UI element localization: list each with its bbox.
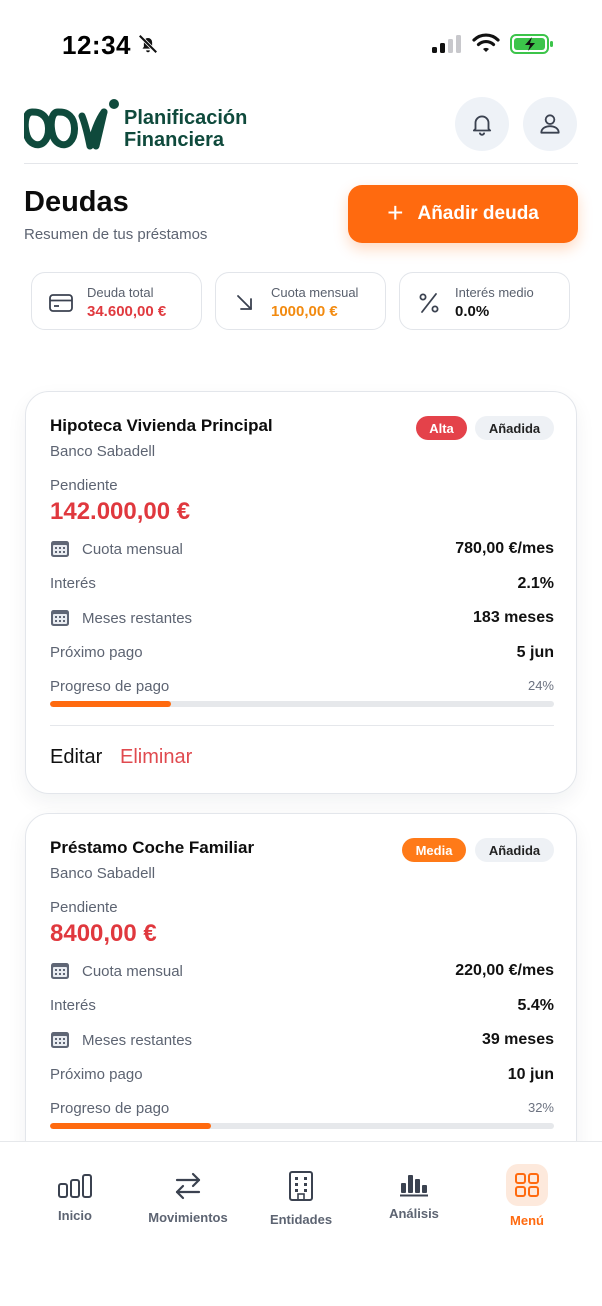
page-title: Deudas xyxy=(24,186,129,218)
bar-chart-icon xyxy=(399,1171,429,1197)
status-time: 12:34 xyxy=(62,30,131,60)
status-bar xyxy=(0,0,602,90)
nav-label: Inicio xyxy=(58,1208,92,1223)
priority-badge: Media xyxy=(402,838,466,862)
nav-item-analisis[interactable] xyxy=(376,1142,452,1242)
row-label: Cuota mensual xyxy=(82,962,183,980)
nav-item-inicio[interactable] xyxy=(44,1142,106,1242)
summary-label: Deuda total xyxy=(87,285,154,300)
brand-line-1: Planificación xyxy=(124,107,248,129)
app-header xyxy=(24,92,578,164)
monthly-payment-row xyxy=(50,540,554,562)
card-divider xyxy=(50,725,554,726)
nav-item-menu[interactable] xyxy=(496,1142,558,1242)
status-badge: Añadida xyxy=(475,838,554,862)
summary-value: 0.0% xyxy=(455,303,490,320)
progress-label: Progreso de pago xyxy=(50,1100,170,1117)
row-label: Interés xyxy=(50,575,96,592)
nav-label: Menú xyxy=(510,1213,544,1228)
bank-name: Banco Sabadell xyxy=(50,865,156,882)
remaining-months-row xyxy=(50,609,554,631)
transfer-arrows-icon xyxy=(174,1171,202,1201)
pending-amount: 142.000,00 € xyxy=(50,498,191,525)
row-label: Meses restantes xyxy=(82,1031,193,1049)
row-label: Próximo pago xyxy=(50,644,143,661)
calendar-icon xyxy=(50,609,70,627)
calendar-icon xyxy=(50,962,70,980)
row-label: Próximo pago xyxy=(50,1066,143,1083)
priority-badge: Alta xyxy=(416,416,467,440)
home-bars-icon xyxy=(58,1174,92,1198)
bell-icon xyxy=(469,111,495,137)
bottom-navigation xyxy=(0,1141,602,1306)
wifi-icon xyxy=(472,32,500,54)
debt-name: Préstamo Coche Familiar xyxy=(50,838,255,857)
brand-logo-icon xyxy=(24,96,122,152)
summary-monthly-payment xyxy=(215,272,386,330)
arrow-down-right-icon xyxy=(232,290,258,316)
row-value: 220,00 €/mes xyxy=(455,962,554,979)
row-value: 183 meses xyxy=(473,609,554,626)
brand-line-2: Financiera xyxy=(124,129,225,151)
building-icon xyxy=(288,1170,314,1202)
delete-button[interactable]: Eliminar xyxy=(120,746,193,768)
cellular-signal-icon xyxy=(432,34,464,56)
summary-total-debt xyxy=(31,272,202,330)
row-value: 780,00 €/mes xyxy=(455,540,554,557)
notifications-button[interactable] xyxy=(455,97,509,151)
summary-value: 1000,00 € xyxy=(271,303,338,320)
row-label: Interés xyxy=(50,997,96,1014)
bell-off-icon xyxy=(137,33,159,55)
progress-percent: 32% xyxy=(527,1100,554,1115)
add-debt-label: Añadir deuda xyxy=(417,203,539,224)
pending-amount: 8400,00 € xyxy=(50,920,157,947)
summary-value: 34.600,00 € xyxy=(87,303,167,320)
grid-icon xyxy=(514,1172,540,1198)
summary-label: Interés medio xyxy=(455,285,534,300)
progress-bar xyxy=(50,1123,554,1129)
user-icon xyxy=(537,111,563,137)
calendar-icon xyxy=(50,540,70,558)
next-payment-row xyxy=(50,644,554,666)
summary-label: Cuota mensual xyxy=(271,285,359,300)
pending-label: Pendiente xyxy=(50,899,118,916)
progress-fill xyxy=(50,1123,211,1129)
brand-name xyxy=(124,107,247,151)
progress-label: Progreso de pago xyxy=(50,678,170,695)
nav-item-movimientos[interactable] xyxy=(138,1142,238,1242)
battery-charging-icon xyxy=(510,33,554,55)
row-label: Meses restantes xyxy=(82,609,193,627)
status-badge: Añadida xyxy=(475,416,554,440)
progress-fill xyxy=(50,701,171,707)
monthly-payment-row xyxy=(50,962,554,984)
row-value: 10 jun xyxy=(507,1066,554,1083)
row-value: 39 meses xyxy=(481,1031,554,1048)
plus-icon: + xyxy=(387,196,404,228)
page-subtitle: Resumen de tus préstamos xyxy=(24,226,208,243)
nav-label: Entidades xyxy=(269,1212,333,1227)
nav-label: Movimientos xyxy=(148,1210,228,1225)
progress-row xyxy=(50,1100,554,1117)
add-debt-button[interactable] xyxy=(348,185,578,243)
summary-average-interest xyxy=(399,272,570,330)
debt-card[interactable] xyxy=(25,391,577,794)
edit-button[interactable]: Editar xyxy=(50,746,103,768)
nav-item-entidades[interactable] xyxy=(261,1142,341,1242)
row-value: 2.1% xyxy=(517,575,554,592)
calendar-icon xyxy=(50,1031,70,1049)
row-label: Cuota mensual xyxy=(82,540,183,558)
remaining-months-row xyxy=(50,1031,554,1053)
interest-row xyxy=(50,997,554,1019)
progress-bar xyxy=(50,701,554,707)
progress-row xyxy=(50,678,554,695)
bank-name: Banco Sabadell xyxy=(50,443,156,460)
interest-row xyxy=(50,575,554,597)
row-value: 5 jun xyxy=(516,644,554,661)
nav-label: Análisis xyxy=(389,1206,439,1221)
percent-icon xyxy=(416,290,442,316)
row-value: 5.4% xyxy=(517,997,554,1014)
credit-card-icon xyxy=(48,290,74,316)
profile-button[interactable] xyxy=(523,97,577,151)
pending-label: Pendiente xyxy=(50,477,118,494)
debt-name: Hipoteca Vivienda Principal xyxy=(50,416,273,435)
next-payment-row xyxy=(50,1066,554,1088)
progress-percent: 24% xyxy=(527,678,554,693)
